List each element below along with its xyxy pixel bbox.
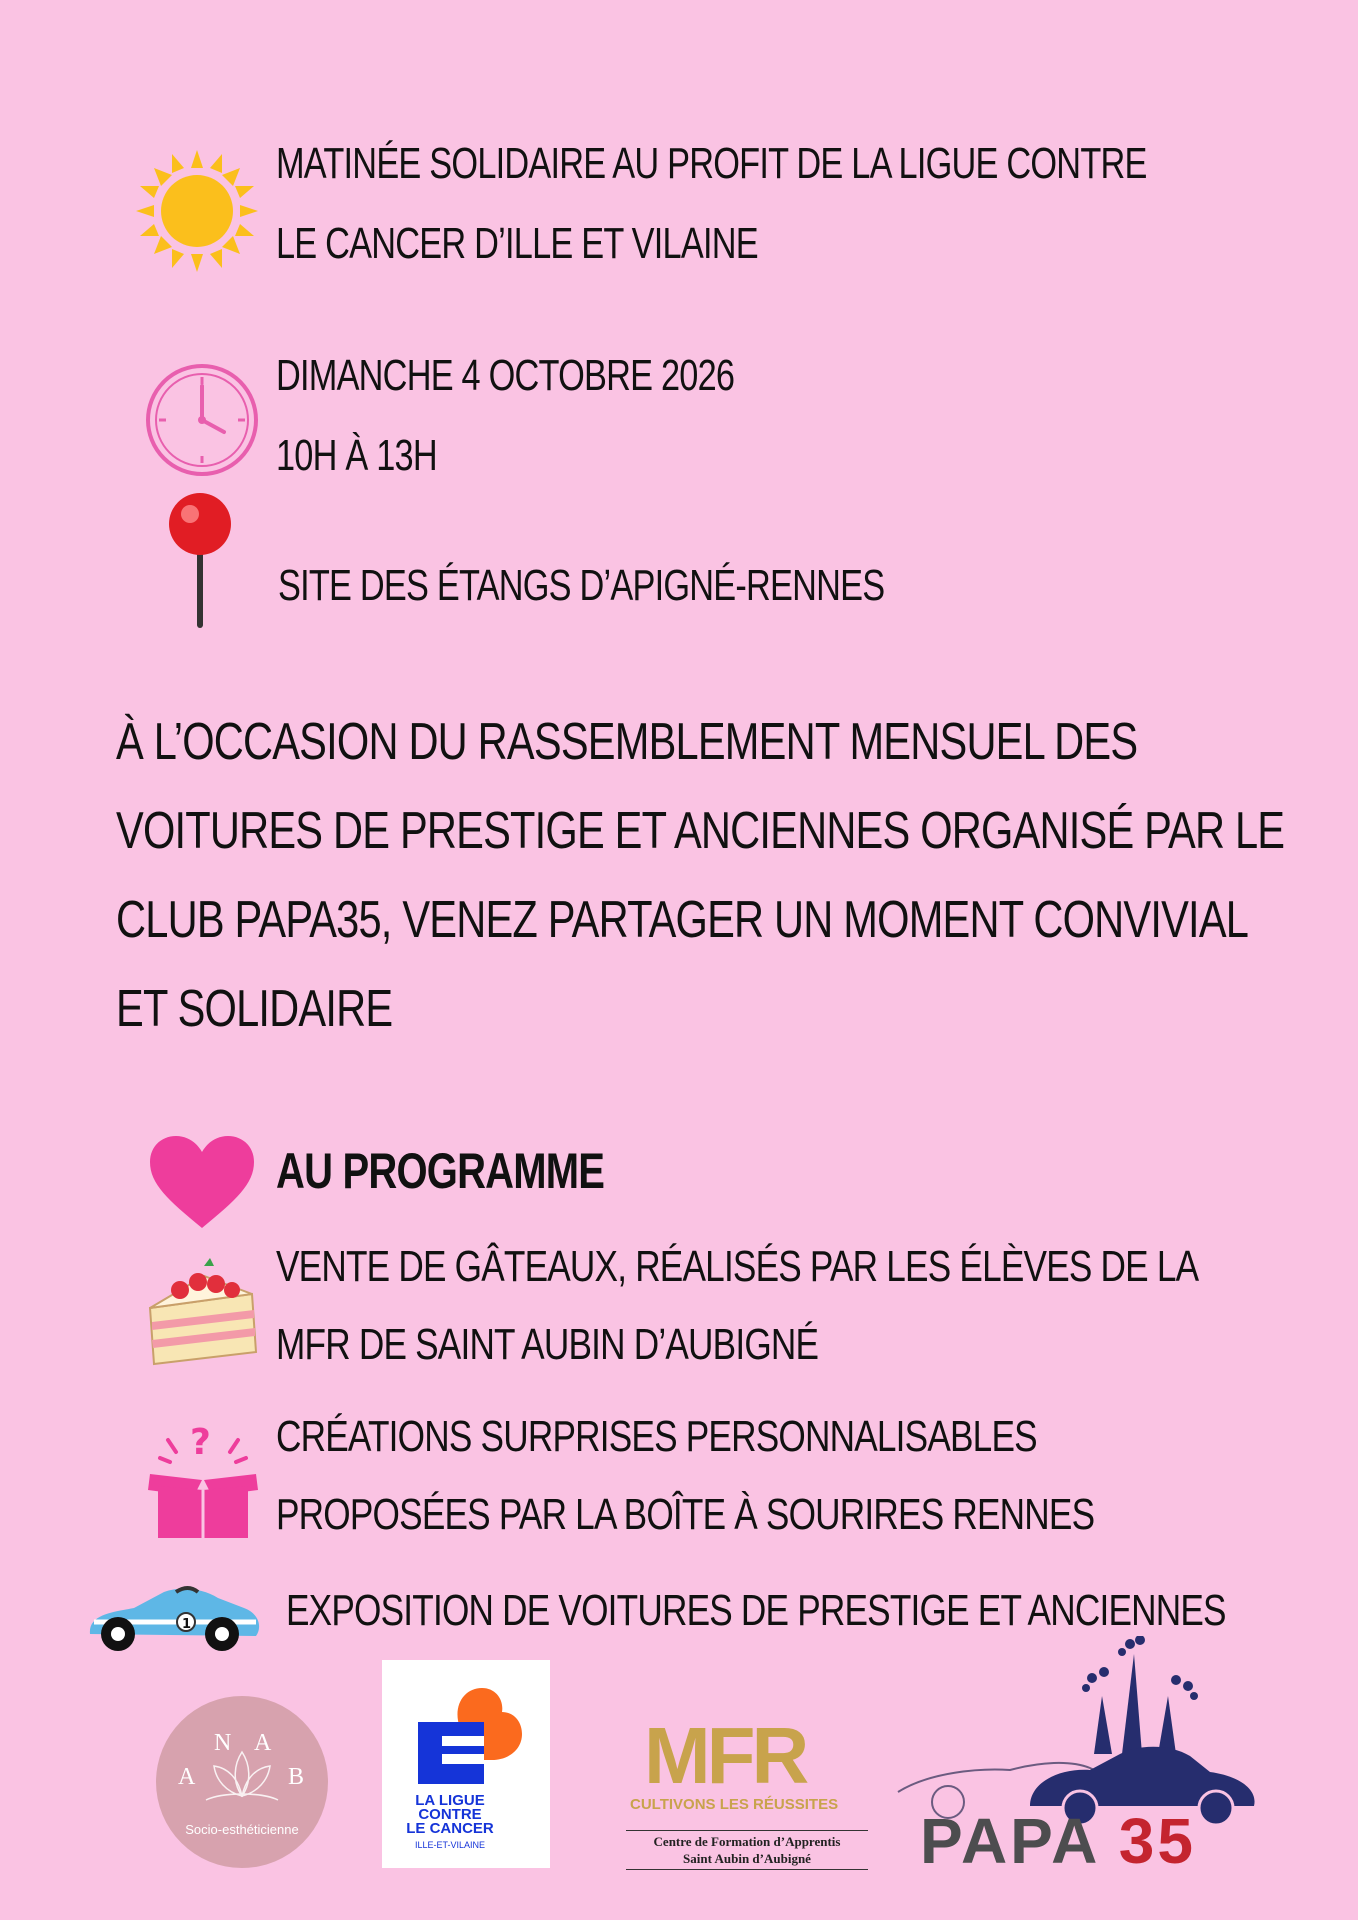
programme-heading: AU PROGRAMME <box>276 1143 605 1199</box>
programme-item-line: MFR DE SAINT AUBIN D’AUBIGNÉ <box>276 1320 819 1369</box>
sun-icon <box>134 148 260 274</box>
svg-text:1: 1 <box>182 1617 192 1632</box>
anab-letter: B <box>288 1764 305 1790</box>
ligue-name-line: LE CANCER <box>406 1820 494 1837</box>
papa-text: PAPA <box>920 1805 1098 1877</box>
ligue-emblem-icon <box>412 1682 524 1786</box>
anab-subtitle: Socio-esthéticienne <box>185 1822 299 1837</box>
ligue-region: ILLE-ET-VILAINE <box>414 1840 486 1850</box>
programme-item-surprises <box>276 1398 1094 1554</box>
event-datetime <box>276 336 734 496</box>
mfr-address <box>626 1830 868 1870</box>
intro-line: CLUB PAPA35, VENEZ PARTAGER UN MOMENT CONVIVIAL <box>116 891 1249 949</box>
map-pin-icon <box>164 490 236 630</box>
mfr-address-line: Centre de Formation d’Apprentis <box>653 1834 841 1849</box>
event-title-line: MATINÉE SOLIDAIRE AU PROFIT DE LA LIGUE CONTRE <box>276 139 1147 188</box>
papa-number: 35 <box>1118 1805 1196 1877</box>
intro-paragraph <box>116 698 1284 1054</box>
event-title <box>276 124 1147 284</box>
programme-item-line: PROPOSÉES PAR LA BOÎTE À SOURIRES RENNES <box>276 1490 1095 1539</box>
intro-line: À L’OCCASION DU RASSEMBLEMENT MENSUEL DES <box>116 713 1138 771</box>
heart-icon <box>148 1134 256 1230</box>
anab-logo <box>156 1696 328 1868</box>
papa35-name <box>920 1804 1196 1878</box>
race-car-icon <box>84 1572 264 1654</box>
event-title-line: LE CANCER D’ILLE ET VILAINE <box>276 219 758 268</box>
mfr-tagline: CULTIVONS LES RÉUSSITES <box>630 1796 839 1813</box>
papa35-logo <box>886 1636 1266 1876</box>
intro-line: VOITURES DE PRESTIGE ET ANCIENNES ORGANISÉ PAR LE <box>116 802 1285 860</box>
ligue-contre-le-cancer-logo <box>382 1660 550 1868</box>
mfr-name: MFR <box>644 1711 806 1800</box>
mfr-address-line: Saint Aubin d’Aubigné <box>683 1851 811 1866</box>
ligue-name-line: LA LIGUE <box>415 1792 485 1809</box>
programme-item-line: VENTE DE GÂTEAUX, RÉALISÉS PAR LES ÉLÈVES DE LA <box>276 1242 1199 1291</box>
anab-letter: A <box>254 1730 272 1756</box>
programme-item-line: CRÉATIONS SURPRISES PERSONNALISABLES <box>276 1412 1037 1461</box>
anab-letter: N <box>214 1730 232 1756</box>
mfr-logo <box>626 1711 876 1868</box>
clock-icon <box>144 362 260 478</box>
programme-item-cakes <box>276 1228 1198 1384</box>
anab-letter: A <box>178 1764 196 1790</box>
ligue-name-line: CONTRE <box>418 1806 482 1823</box>
intro-line: ET SOLIDAIRE <box>116 980 393 1038</box>
event-time: 10H À 13H <box>276 431 437 480</box>
cake-icon <box>144 1256 264 1368</box>
gift-box-icon <box>146 1418 260 1542</box>
ligue-name <box>382 1794 518 1836</box>
event-location: SITE DES ÉTANGS D’APIGNÉ-RENNES <box>278 561 885 610</box>
programme-item-line: EXPOSITION DE VOITURES DE PRESTIGE ET ANCIENNES <box>286 1586 1226 1635</box>
svg-text:?: ? <box>190 1422 211 1463</box>
event-date: DIMANCHE 4 OCTOBRE 2026 <box>276 351 735 400</box>
